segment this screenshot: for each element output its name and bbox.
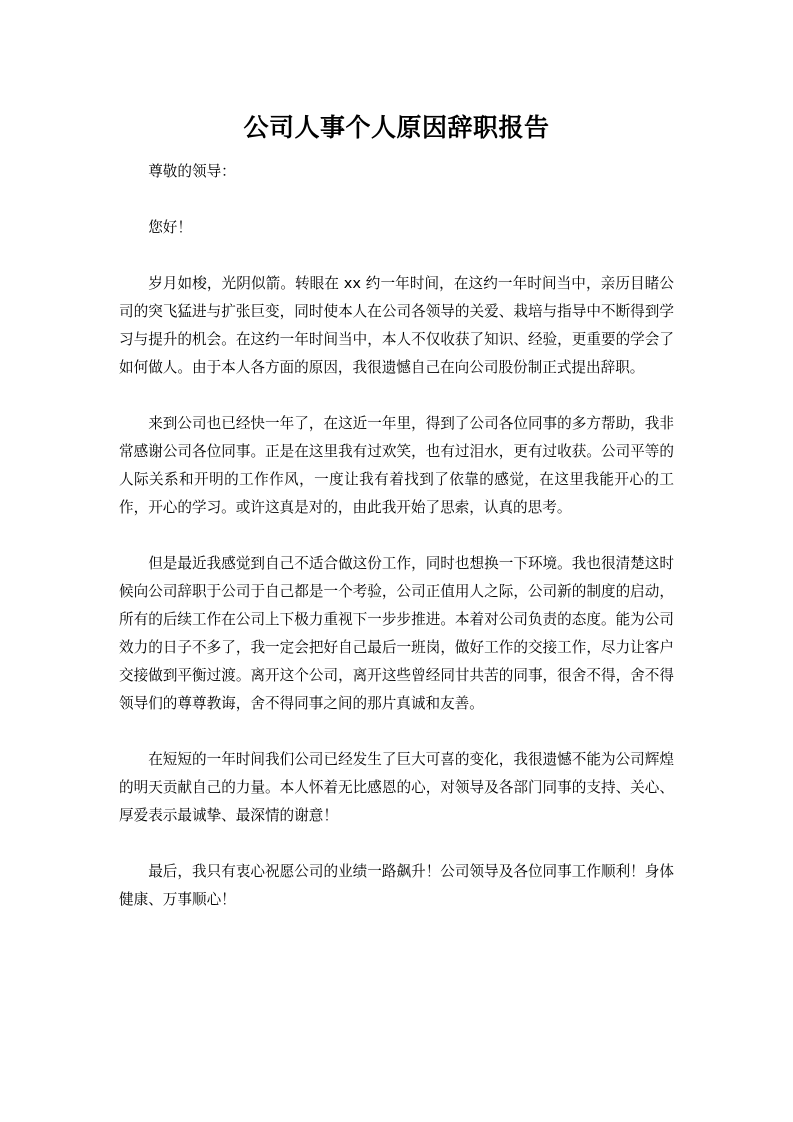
paragraph: 岁月如梭，光阴似箭。转眼在 xx 约一年时间，在这约一年时间当中，亲历目睹公司的突飞猛进与扩张巨变，同时使本人在公司各领导的关爱、栽培与指导中不断得到学习与提升的机会。在这约一年时间当中，本人不仅收获了知识、经验，更重要的学会了如何做人。由于本人各方面的原因，我很遗憾自己在向公司股份制正式提出辞职。 <box>119 275 674 376</box>
paragraph: 来到公司也已经快一年了，在这近一年里，得到了公司各位同事的多方帮助，我非常感谢公司各位同事。正是在这里我有过欢笑，也有过泪水，更有过收获。公司平等的人际关系和开明的工作作风，一度让我有着找到了依靠的感觉，在这里我能开心的工作，开心的学习。或许这真是对的，由此我开始了思索，认真的思考。 <box>119 415 674 516</box>
salutation: 尊敬的领导： <box>148 163 236 180</box>
greeting: 您好！ <box>148 219 192 236</box>
paragraph: 在短短的一年时间我们公司已经发生了巨大可喜的变化，我很遗憾不能为公司辉煌的明天贡献自己的力量。本人怀着无比感恩的心，对领导及各部门同事的支持、关心、厚爱表示最诚挚、最深情的谢意！ <box>119 751 674 824</box>
paragraph: 最后，我只有衷心祝愿公司的业绩一路飙升！公司领导及各位同事工作顺利！身体健康、万事顺心！ <box>119 863 674 908</box>
document-title: 公司人事个人原因辞职报告 <box>243 113 550 142</box>
paragraph: 但是最近我感觉到自己不适合做这份工作，同时也想换一下环境。我也很清楚这时候向公司辞职于公司于自己都是一个考验，公司正值用人之际，公司新的制度的启动，所有的后续工作在公司上下极力重视下一步步推进。本着对公司负责的态度。能为公司效力的日子不多了，我一定会把好自己最后一班岗，做好工作的交接工作，尽力让客户交接做到平衡过渡。离开这个公司，离开这些曾经同甘共苦的同事，很舍不得，舍不得领导们的尊尊教诲，舍不得同事之间的那片真诚和友善。 <box>119 555 674 712</box>
document-body <box>119 158 674 914</box>
